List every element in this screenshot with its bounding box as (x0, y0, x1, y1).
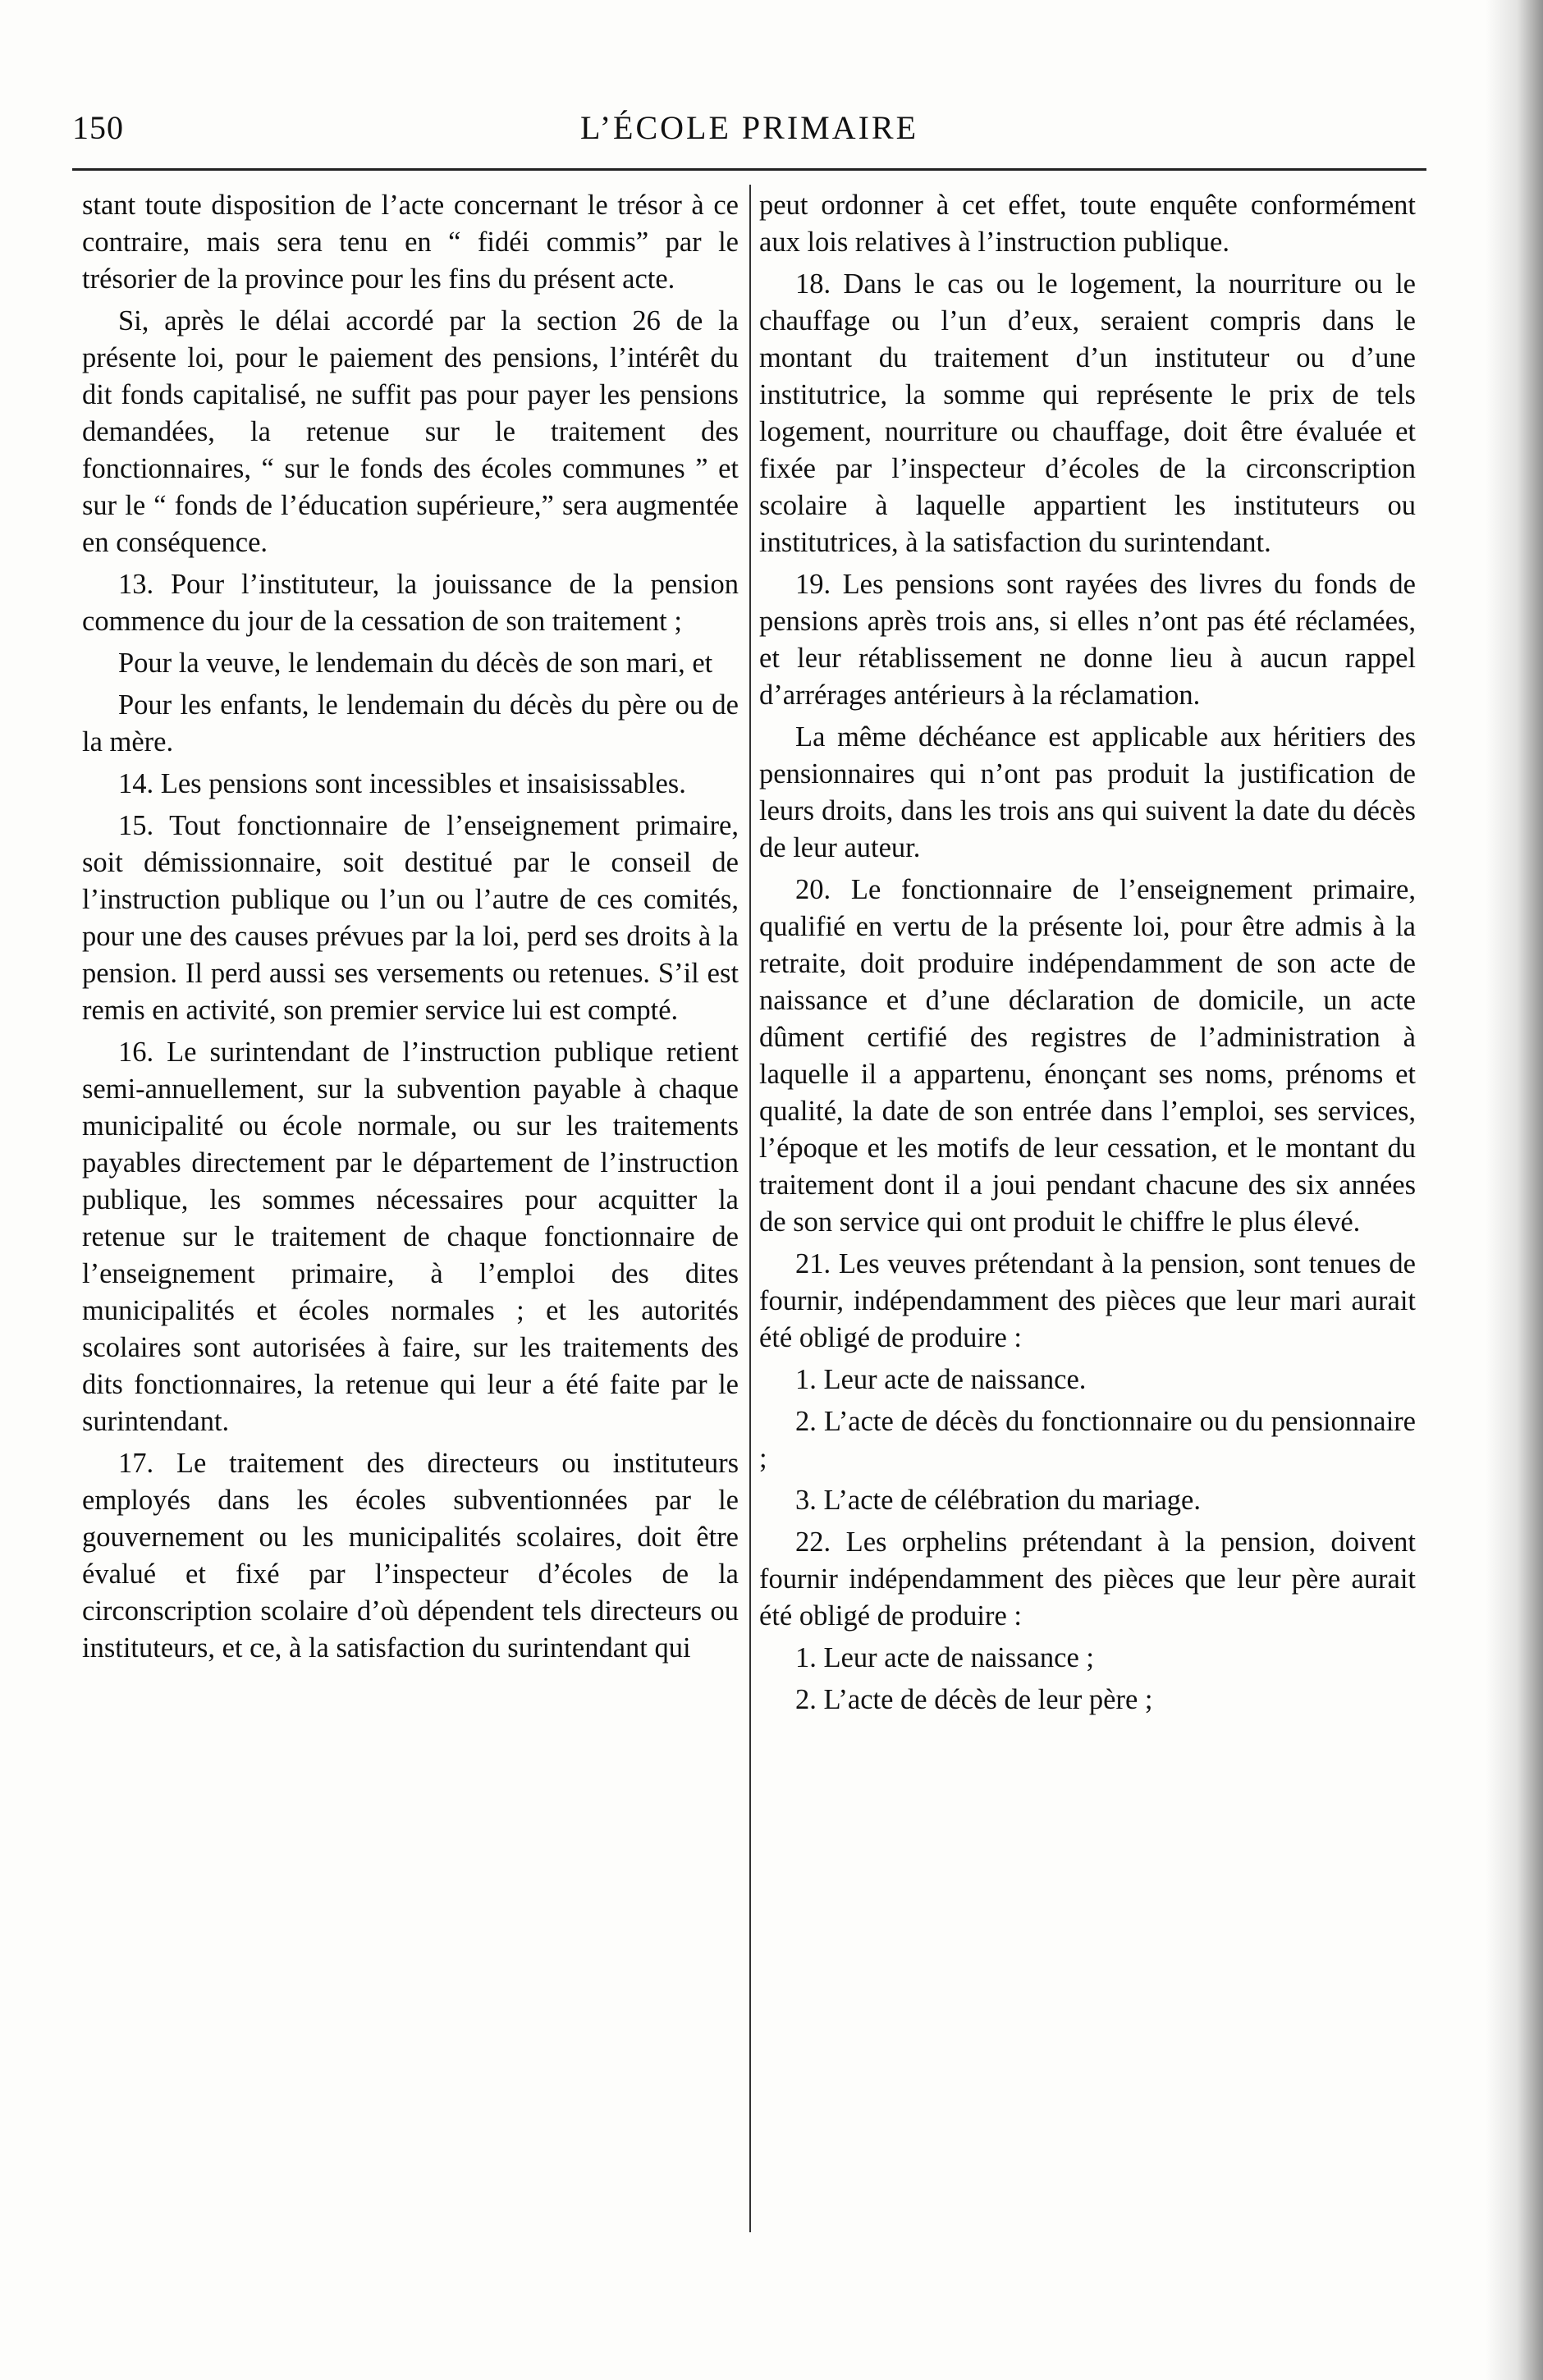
page-number: 150 (72, 109, 124, 146)
paragraph: Pour les enfants, le lendemain du décès du père ou de la mère. (82, 689, 739, 757)
page-header (72, 108, 1426, 158)
list-item: 1. Leur acte de naissance ; (795, 1642, 1094, 1673)
paragraph: La même déchéance est applicable aux héritiers des pensionnaires qui n’ont pas produit la justification de leurs droits, dans les trois ans qui suivent la date du décès de leur auteur. (759, 721, 1416, 863)
list-item: 3. L’acte de célébration du mariage. (795, 1485, 1201, 1516)
paragraph: Pour la veuve, le lendemain du décès de son mari, et (118, 648, 713, 679)
scan-edge-shadow (1486, 0, 1543, 2380)
paragraph-section-22: 22. Les orphelins prétendant à la pension, doivent fournir indépendamment des pièces que leur père aurait été obligé de produire : (759, 1526, 1416, 1632)
paragraph-section-15: 15. Tout fonctionnaire de l’enseignement primaire, soit démissionnaire, soit destitué par le conseil de l’instruction publique ou l’un ou l’autre de ces comités, pour une des causes prévues par la loi, perd ses droits à la pension. Il perd aussi ses versements ou retenues. S’il est remis en activité, son premier service lui est compté. (82, 810, 739, 1026)
header-rule (72, 168, 1426, 171)
paragraph-section-14: 14. Les pensions sont incessibles et insaisissables. (118, 768, 686, 799)
paragraph: Si, après le délai accordé par la section 26 de la présente loi, pour le paiement des pensions, l’intérêt du dit fonds capitalisé, ne suffit pas pour payer les pensions demandées, la retenue sur le traitement des fonctionnaires, “ sur le fonds des écoles communes ” et sur le “ fonds de l’éducation supérieure,” sera augmentée en conséquence. (82, 305, 739, 558)
list-item: 2. L’acte de décès du fonctionnaire ou du pensionnaire ; (759, 1406, 1416, 1474)
running-head: L’ÉCOLE PRIMAIRE (579, 109, 919, 146)
right-column (759, 187, 1416, 1723)
paragraph-section-18: 18. Dans le cas ou le logement, la nourriture ou le chauffage ou l’un d’eux, seraient compris dans le montant du traitement d’un instituteur ou d’une institutrice, la somme qui représente le prix de tels logement, nourriture ou chauffage, doit être évaluée et fixée par l’inspecteur d’écoles de la circonscription scolaire à laquelle appartient les instituteurs ou institutrices, à la satisfaction du surintendant. (759, 268, 1416, 558)
paragraph-section-20: 20. Le fonctionnaire de l’enseignement primaire, qualifié en vertu de la présente loi, pour être admis à la retraite, doit produire indépendamment de son acte de naissance et d’une déclaration de domicile, un acte dûment certifié des registres de l’administration à laquelle il a appartenu, énonçant ses noms, prénoms et qualité, la date de son entrée dans l’emploi, ses services, l’époque et les motifs de leur cessation, et le montant du traitement dont il a joui pendant chacune des six années de son service qui ont produit le chiffre le plus élevé. (759, 874, 1416, 1238)
paragraph-section-21: 21. Les veuves prétendant à la pension, sont tenues de fournir, indépendamment des pièces que leur mari aurait été obligé de produire : (759, 1248, 1416, 1353)
paragraph: peut ordonner à cet effet, toute enquête conformément aux lois relatives à l’instruction publique. (759, 190, 1416, 258)
paragraph-section-13: 13. Pour l’instituteur, la jouissance de la pension commence du jour de la cessation de son traitement ; (82, 569, 739, 637)
column-divider (749, 185, 751, 2232)
paragraph-section-16: 16. Le surintendant de l’instruction publique retient semi-annuellement, sur la subvention payable à chaque municipalité ou école normale, ou sur les traitements payables directement par le département de l’instruction publique, les sommes nécessaires pour acquitter la retenue sur le traitement de chaque fonctionnaire de l’enseignement primaire, à l’emploi des dites municipalités et écoles normales ; et les autorités scolaires sont autorisées à faire, sur les traitements des dits fonctionnaires, la retenue qui leur a été faite par le surintendant. (82, 1037, 739, 1437)
paragraph: stant toute disposition de l’acte concernant le trésor à ce contraire, mais sera tenu en “ fidéi commis” par le trésorier de la province pour les fins du présent acte. (82, 190, 739, 295)
paragraph-section-17: 17. Le traitement des directeurs ou instituteurs employés dans les écoles subventionnées par le gouvernement ou les municipalités scolaires, doit être évalué et fixé par l’inspecteur d’écoles de la circonscription scolaire d’où dépendent tels directeurs ou instituteurs, et ce, à la satisfaction du surintendant qui (82, 1448, 739, 1664)
list-item: 1. Leur acte de naissance. (795, 1364, 1087, 1395)
left-column (82, 187, 739, 1672)
list-item: 2. L’acte de décès de leur père ; (795, 1684, 1153, 1715)
paragraph-section-19: 19. Les pensions sont rayées des livres du fonds de pensions après trois ans, si elles n’ont pas été réclamées, et leur rétablissement ne donne lieu à aucun rappel d’arrérages antérieurs à la réclamation. (759, 569, 1416, 711)
